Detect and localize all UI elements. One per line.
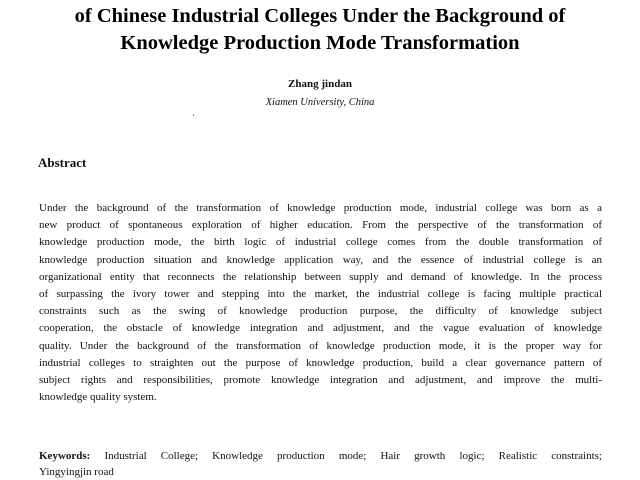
author-name: Zhang jindan xyxy=(288,78,352,90)
abstract-line: subject rights and responsibilities, promote knowledge integration and adjustment, and improve the multi- xyxy=(39,374,602,387)
keywords-list: Industrial College; Knowledge production mode; Hair growth logic; Realistic constraints; xyxy=(104,450,602,462)
abstract-line: new product of spontaneous exploration of higher education. From the perspective of the transformation of xyxy=(39,219,602,232)
paper-title-line-1: of Chinese Industrial Colleges Under the Background of xyxy=(74,5,566,27)
abstract-line: industrial colleges to straighten out the purpose of knowledge production, build a clear governance pattern of xyxy=(39,356,602,369)
abstract-line: of surpassing the ivory tower and stepping into the market, the industrial college is facing multiple practical xyxy=(39,288,602,301)
paper-title-line-2: Knowledge Production Mode Transformation xyxy=(120,32,520,54)
keywords-line-2: Yingyingjin road xyxy=(39,466,114,478)
abstract-line: knowledge quality system. xyxy=(39,391,157,404)
abstract-line: cooperation, the obstacle of knowledge integration and adjustment, and the vague evaluation of knowledge xyxy=(39,322,602,335)
stray-mark: · xyxy=(192,110,195,120)
abstract-line: knowledge production situation and knowledge application way, and the essence of industrial college is an xyxy=(39,253,602,266)
keywords-line-1 xyxy=(39,448,602,464)
abstract-heading: Abstract xyxy=(38,155,87,170)
abstract-line: Under the background of the transformation of knowledge production mode, industrial college was born as a xyxy=(39,202,602,214)
abstract-line: constraints such as the swing of knowledge production purpose, the difficulty of knowledge subject xyxy=(39,305,602,318)
abstract-body xyxy=(39,200,602,406)
abstract-line: organizational entity that reconnects the relationship between supply and demand of knowledge. In the process xyxy=(39,270,602,283)
keywords-label: Keywords: xyxy=(39,450,91,462)
keywords-block xyxy=(39,448,602,480)
abstract-line: quality. Under the background of the transformation of knowledge production mode, it is the proper way for xyxy=(39,339,602,352)
author-affiliation: Xiamen University, China xyxy=(265,97,375,108)
abstract-line: knowledge production mode, the birth logic of industrial college comes from the double transformation of xyxy=(39,236,602,249)
